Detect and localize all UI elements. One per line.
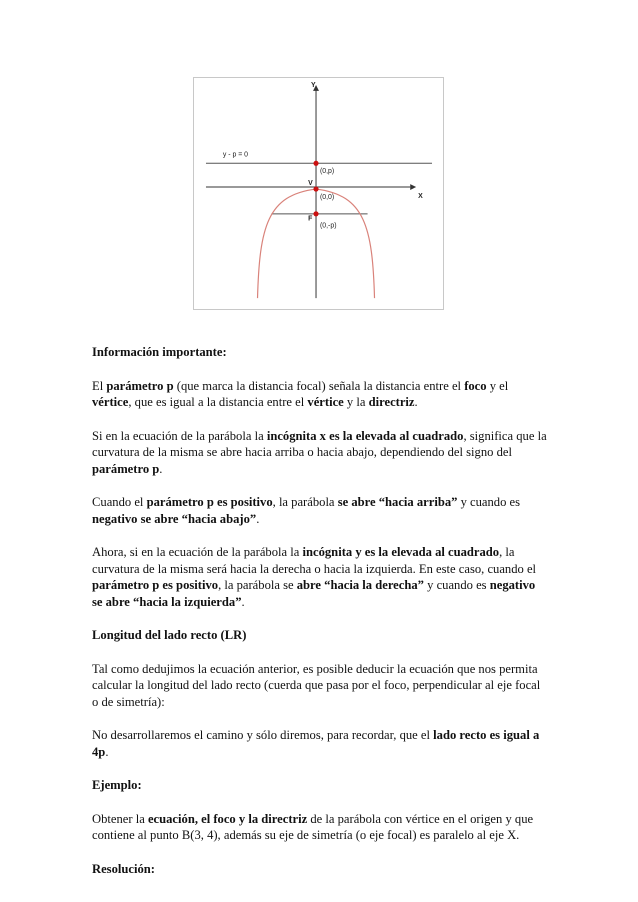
paragraph-ejemplo: Obtener la ecuación, el foco y la directriz de la parábola con vértice en el origen y que contiene al punto B(3, 4), además su eje de simetría (o eje focal) es paralelo al eje X. — [92, 811, 534, 842]
focus-letter: F — [308, 215, 313, 223]
parabola-diagram — [194, 78, 443, 309]
vertex-point — [313, 186, 318, 191]
vertex-coord-label: (0,0) — [319, 193, 335, 201]
vertex-letter: V — [308, 180, 313, 188]
x-axis-label: X — [418, 192, 423, 200]
heading-resolucion: Resolución: — [92, 861, 155, 876]
directrix-label: y - p = 0 — [222, 151, 249, 159]
x-axis-arrow — [410, 184, 416, 190]
heading-informacion: Información importante: — [92, 345, 227, 359]
focus-top-label: (0,p) — [319, 168, 335, 176]
focus-point — [313, 211, 318, 216]
heading-ejemplo: Ejemplo: — [92, 778, 142, 792]
paragraph-parametro: El parámetro p (que marca la distancia focal) señala la distancia entre el foco y el vértice, que es igual a la distancia entre el vértice y la directriz. — [92, 378, 509, 409]
document-body — [92, 344, 548, 894]
paragraph-dedujimos: Tal como dedujimos la ecuación anterior, es posible deducir la ecuación que nos permita calcular la longitud del lado recto (cuerda que pasa por el foco, perpendicular al eje focal o de simetría): — [92, 661, 541, 709]
focus-bottom-label: (0,-p) — [319, 222, 337, 230]
directrix-point — [313, 161, 318, 166]
parabola-figure — [193, 77, 444, 310]
paragraph-lado-recto: No desarrollaremos el camino y sólo diremos, para recordar, que el lado recto es igual a 4p. — [92, 728, 540, 759]
y-axis-label: Y — [311, 81, 316, 89]
paragraph-incognita-y: Ahora, si en la ecuación de la parábola la incógnita y es la elevada al cuadrado, la curvatura de la misma será hacia la derecha o hacia la izquierda. En este caso, cuando el parámetro p es positivo, la parábola se abre “hacia la derecha” y cuando es negativo se abre “hacia la izquierda”. — [92, 545, 537, 609]
paragraph-positivo: Cuando el parámetro p es positivo, la parábola se abre “hacia arriba” y cuando es negativo se abre “hacia abajo”. — [92, 495, 521, 526]
paragraph-incognita-x: Si en la ecuación de la parábola la incógnita x es la elevada al cuadrado, significa que la curvatura de la misma se abre hacia arriba o hacia abajo, dependiendo del signo del parámetro p. — [92, 428, 547, 476]
heading-lado-recto: Longitud del lado recto (LR) — [92, 628, 247, 642]
